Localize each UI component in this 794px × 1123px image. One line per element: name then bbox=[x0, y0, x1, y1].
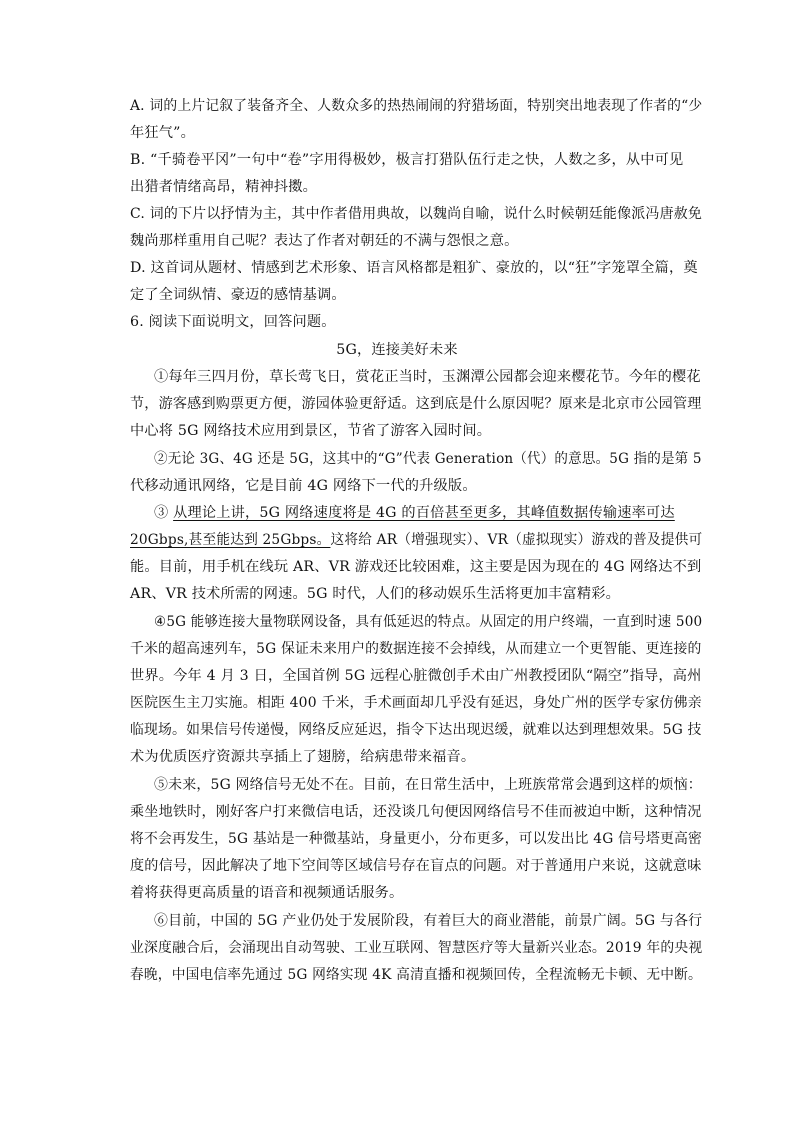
paragraph-6-line-1: ⑥目前，中国的 5G 产业仍处于发展阶段，有着巨大的商业潜能，前景广阔。5G 与各行 bbox=[154, 913, 703, 929]
option-d-line-1: D. 这首词从题材、情感到艺术形象、语言风格都是粗犷、豪放的，以“狂”字笼罩全篇，奠 bbox=[130, 260, 698, 276]
paragraph-1-line-1: ①每年三四月份，草长莺飞日，赏花正当时，玉渊潭公园都会迎来樱花节。今年的樱花 bbox=[154, 369, 701, 385]
paragraph-3-line-2-rest: 这将给 AR（增强现实）、VR（虚拟现实）游戏的普及提供可 bbox=[330, 532, 703, 548]
paragraph-4-line-2: 千米的超高速列车，5G 保证未来用户的数据连接不会掉线，从而建立一个更智能、更连接的 bbox=[130, 641, 702, 657]
paragraph-3-number: ③ bbox=[154, 505, 174, 521]
paragraph-4-line-5: 临现场。如果信号传递慢，网络反应延迟，指令下达出现迟缓，就难以达到理想效果。5G 技 bbox=[130, 722, 702, 738]
paragraph-5-line-1: ⑤未来，5G 网络信号无处不在。目前，在日常生活中，上班族常常会遇到这样的烦恼： bbox=[154, 777, 702, 793]
option-a-line-1: A. 词的上片记叙了装备齐全、人数众多的热热闹闹的狩猎场面，特别突出地表现了作者的“少 bbox=[130, 98, 703, 114]
paragraph-4-line-6: 术为优质医疗资源共享插上了翅膀，给病患带来福音。 bbox=[130, 749, 476, 765]
paragraph-3-line-3: 能。目前，用手机在线玩 AR、VR 游戏还比较困难，这主要是因为现在的 4G 网络达不到 bbox=[130, 559, 702, 575]
option-b-line-1: B. “千骑卷平冈”一句中“卷”字用得极妙，极言打猎队伍行走之快，人数之多，从中可见 bbox=[130, 152, 684, 168]
paragraph-3-line-4: AR、VR 技术所需的网速。5G 时代，人们的移动娱乐生活将更加丰富精彩。 bbox=[130, 586, 621, 602]
paragraph-1-line-3: 中心将 5G 网络技术应用到景区，节省了游客入园时间。 bbox=[130, 423, 492, 439]
paragraph-6-line-2: 业深度融合后，会涌现出自动驾驶、工业互联网、智慧医疗等大量新兴业态。2019 年的央视 bbox=[130, 940, 703, 956]
option-b-line-2: 出猎者情绪高昂，精神抖擞。 bbox=[130, 179, 318, 195]
paragraph-5-line-2: 乘坐地铁时，刚好客户打来微信电话，还没谈几句便因网络信号不佳而被迫中断，这种情况 bbox=[130, 804, 702, 820]
article-title: 5G，连接美好未来 bbox=[336, 342, 458, 358]
paragraph-2-line-1: ②无论 3G、4G 还是 5G，这其中的“G”代表 Generation（代）的意思。5G 指的是第 5 bbox=[154, 451, 702, 467]
paragraph-4-line-4: 医院医生主刀实施。相距 400 千米，手术画面却几乎没有延迟，身处广州的医学专家仿佛亲 bbox=[130, 695, 702, 711]
paragraph-5-line-4: 度的信号，因此解决了地下空间等区域信号存在盲点的问题。对于普通用户来说，这就意味 bbox=[130, 858, 702, 874]
paragraph-6-line-3: 春晚，中国电信率先通过 5G 网络实现 4K 高清直播和视频回传，全程流畅无卡顿、无中断。 bbox=[130, 967, 702, 983]
underlined-sentence-part-1: 从理论上讲，5G 网络速度将是 4G 的百倍甚至更多，其峰值数据传输速率可达 bbox=[173, 505, 675, 521]
paragraph-5-line-3: 将不会再发生，5G 基站是一种微基站，身量更小，分布更多，可以发出比 4G 信号塔更高密 bbox=[130, 831, 703, 847]
underlined-sentence-part-2: 20Gbps,甚至能达到 25Gbps。 bbox=[130, 532, 331, 548]
paragraph-3-line-2 bbox=[130, 530, 702, 550]
question-6-prompt: 6. 阅读下面说明文，回答问题。 bbox=[130, 314, 336, 330]
paragraph-1-line-2: 节，游客感到购票更方便，游园体验更舒适。这到底是什么原因呢？原来是北京市公园管理 bbox=[130, 396, 702, 412]
option-c-line-1: C. 词的下片以抒情为主，其中作者借用典故，以魏尚自喻，说什么时候朝廷能像派冯唐赦免 bbox=[130, 206, 703, 222]
paragraph-4-line-3: 世界。今年 4 月 3 日，全国首例 5G 远程心脏微创手术由广州教授团队“隔空”指导，高州 bbox=[130, 668, 702, 684]
paragraph-4-line-1: ④5G 能够连接大量物联网设备，具有低延迟的特点。从固定的用户终端，一直到时速 500 bbox=[154, 614, 703, 630]
option-c-line-2: 魏尚那样重用自己呢？表达了作者对朝廷的不满与怨恨之意。 bbox=[130, 233, 519, 249]
paragraph-5-line-5: 着将获得更高质量的语音和视频通话服务。 bbox=[130, 885, 404, 901]
paragraph-3-line-1 bbox=[154, 503, 675, 523]
paragraph-2-line-2: 代移动通讯网络，它是目前 4G 网络下一代的升级版。 bbox=[130, 478, 477, 494]
option-a-line-2: 年狂气”。 bbox=[130, 125, 196, 141]
option-d-line-2: 定了全词纵情、豪迈的感情基调。 bbox=[130, 287, 346, 303]
